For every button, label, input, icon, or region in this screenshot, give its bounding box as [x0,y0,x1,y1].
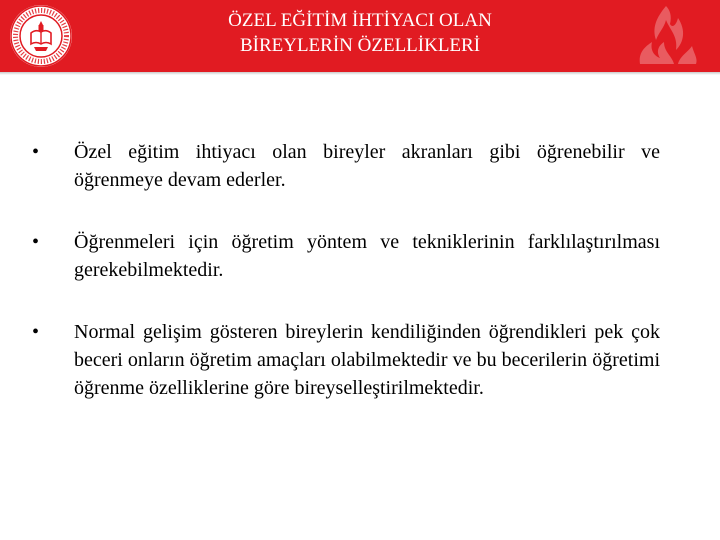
bullet-list [30,138,660,436]
flame-icon [626,2,712,70]
list-item [30,318,660,402]
meb-emblem-icon [8,3,74,69]
bullet-marker: • [32,321,40,343]
title-line-1: ÖZEL EĞİTİM İHTİYACI OLAN [228,10,492,31]
bullet-marker: • [32,231,40,253]
list-item [30,138,660,194]
bullet-text: Öğrenmeleri için öğretim yöntem ve tekniklerinin farklılaştırılması gerekebilmektedir. [74,231,660,281]
bullet-text: Normal gelişim gösteren bireylerin kendiliğinden öğrendikleri pek çok beceri onların öğretim amaçları olabilmektedir ve bu becerilerin öğretimi öğrenme özelliklerine göre bireyselleştirilmektedir. [74,321,660,399]
title-bar [0,0,720,72]
bullet-marker: • [32,141,40,163]
bullet-text: Özel eğitim ihtiyacı olan bireyler akranları gibi öğrenebilir ve öğrenmeye devam ederler. [74,141,660,191]
slide-title [150,8,570,58]
title-line-2: BİREYLERİN ÖZELLİKLERİ [239,35,481,56]
title-bar-shadow [0,72,720,75]
list-item [30,228,660,284]
